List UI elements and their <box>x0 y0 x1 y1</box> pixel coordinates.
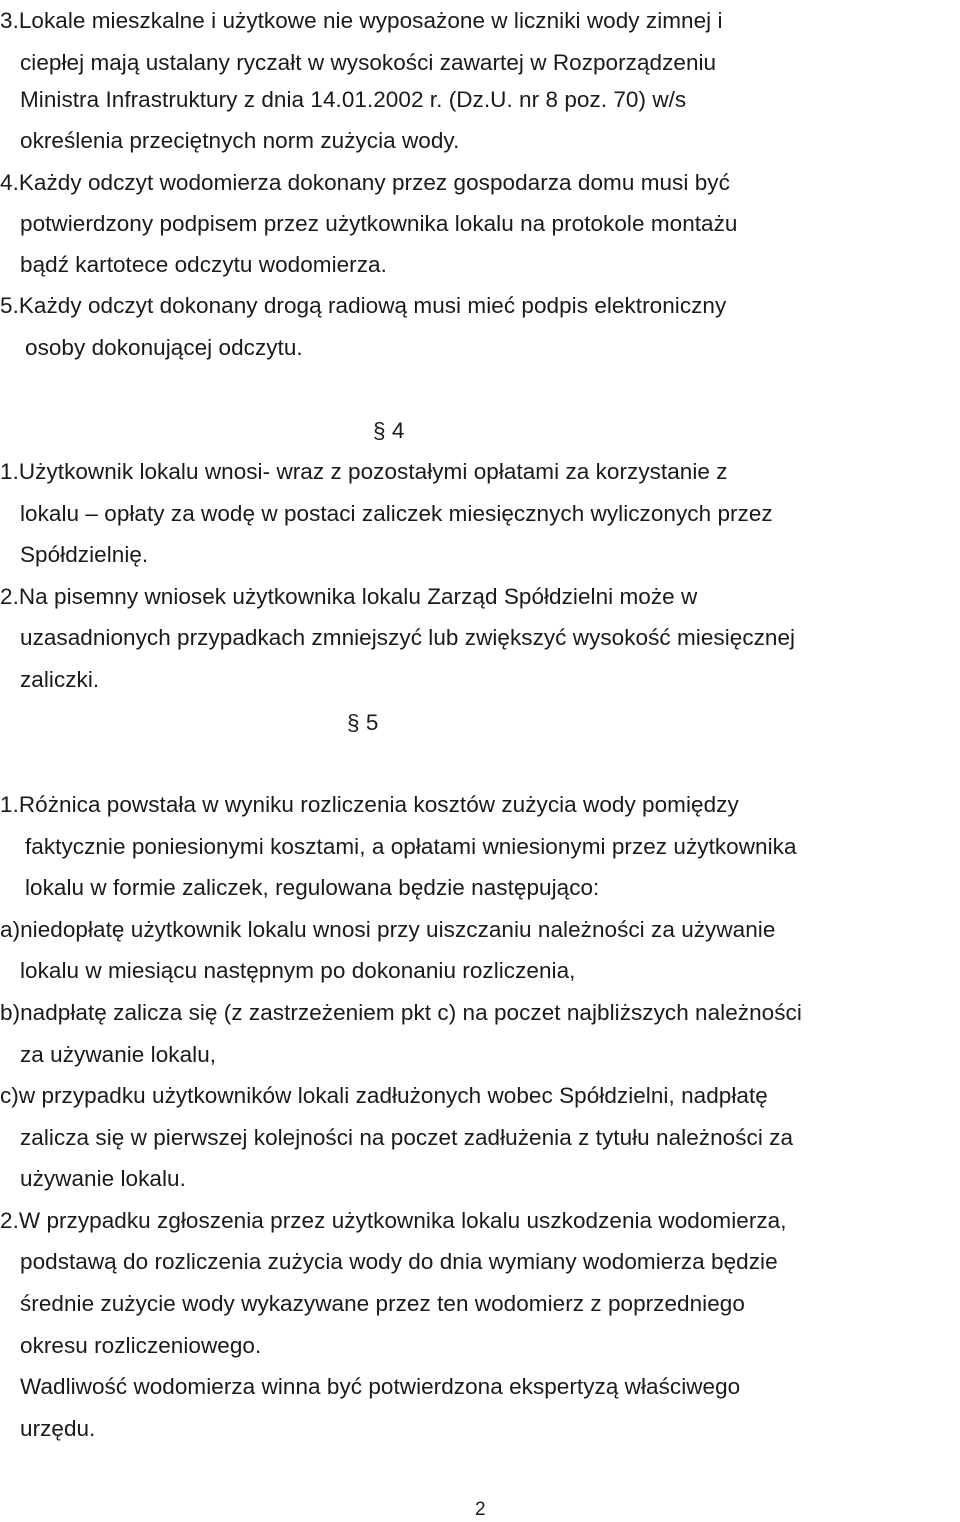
text-line: 3.Lokale mieszkalne i użytkowe nie wyposażone w liczniki wody zimnej i <box>0 8 723 33</box>
text-line: zalicza się w pierwszej kolejności na poczet zadłużenia z tytułu należności za <box>20 1125 794 1150</box>
text-line: potwierdzony podpisem przez użytkownika lokalu na protokole montażu <box>20 211 738 236</box>
text-line: 4.Każdy odczyt wodomierza dokonany przez gospodarza domu musi być <box>0 170 730 195</box>
text-line: 2.Na pisemny wniosek użytkownika lokalu Zarząd Spółdzielni może w <box>0 584 698 609</box>
text-line: urzędu. <box>20 1416 96 1441</box>
text-line: Ministra Infrastruktury z dnia 14.01.2002 r. (Dz.U. nr 8 poz. 70) w/s <box>20 87 687 112</box>
text-line: Spółdzielnię. <box>20 542 149 567</box>
text-line: 5.Każdy odczyt dokonany drogą radiową musi mieć podpis elektroniczny <box>0 293 727 318</box>
text-line: bądź kartotece odczytu wodomierza. <box>20 252 387 277</box>
text-line: podstawą do rozliczenia zużycia wody do dnia wymiany wodomierza będzie <box>20 1249 778 1274</box>
text-line: b)nadpłatę zalicza się (z zastrzeżeniem pkt c) na poczet najbliższych należności <box>0 1000 802 1025</box>
text-line: 1.Różnica powstała w wyniku rozliczenia kosztów zużycia wody pomiędzy <box>0 792 739 817</box>
text-line: lokalu w miesiącu następnym po dokonaniu rozliczenia, <box>20 958 576 983</box>
section-heading: § 4 <box>373 418 405 443</box>
text-line: okresu rozliczeniowego. <box>20 1333 262 1358</box>
text-line: ciepłej mają ustalany ryczałt w wysokości zawartej w Rozporządzeniu <box>20 50 717 75</box>
text-line: c)w przypadku użytkowników lokali zadłużonych wobec Spółdzielni, nadpłatę <box>0 1083 768 1108</box>
text-line: używanie lokalu. <box>20 1166 186 1191</box>
text-line: a)niedopłatę użytkownik lokalu wnosi przy uiszczaniu należności za używanie <box>0 917 776 942</box>
text-line: średnie zużycie wody wykazywane przez ten wodomierz z poprzedniego <box>20 1291 745 1316</box>
text-line: zaliczki. <box>20 667 100 692</box>
text-line: uzasadnionych przypadkach zmniejszyć lub zwiększyć wysokość miesięcznej <box>20 625 796 650</box>
text-line: za używanie lokalu, <box>20 1042 217 1067</box>
text-line: faktycznie poniesionymi kosztami, a opłatami wniesionymi przez użytkownika <box>25 834 797 859</box>
text-line: określenia przeciętnych norm zużycia wody. <box>20 128 460 153</box>
text-line: lokalu – opłaty za wodę w postaci zaliczek miesięcznych wyliczonych przez <box>20 501 773 526</box>
text-line: osoby dokonującej odczytu. <box>25 335 303 360</box>
section-heading: § 5 <box>347 710 379 735</box>
page-number: 2 <box>475 1499 486 1520</box>
text-line: Wadliwość wodomierza winna być potwierdzona ekspertyzą właściwego <box>20 1374 741 1399</box>
text-line: 1.Użytkownik lokalu wnosi- wraz z pozostałymi opłatami za korzystanie z <box>0 459 728 484</box>
text-line: 2.W przypadku zgłoszenia przez użytkownika lokalu uszkodzenia wodomierza, <box>0 1208 787 1233</box>
text-line: lokalu w formie zaliczek, regulowana będzie następująco: <box>25 875 600 900</box>
